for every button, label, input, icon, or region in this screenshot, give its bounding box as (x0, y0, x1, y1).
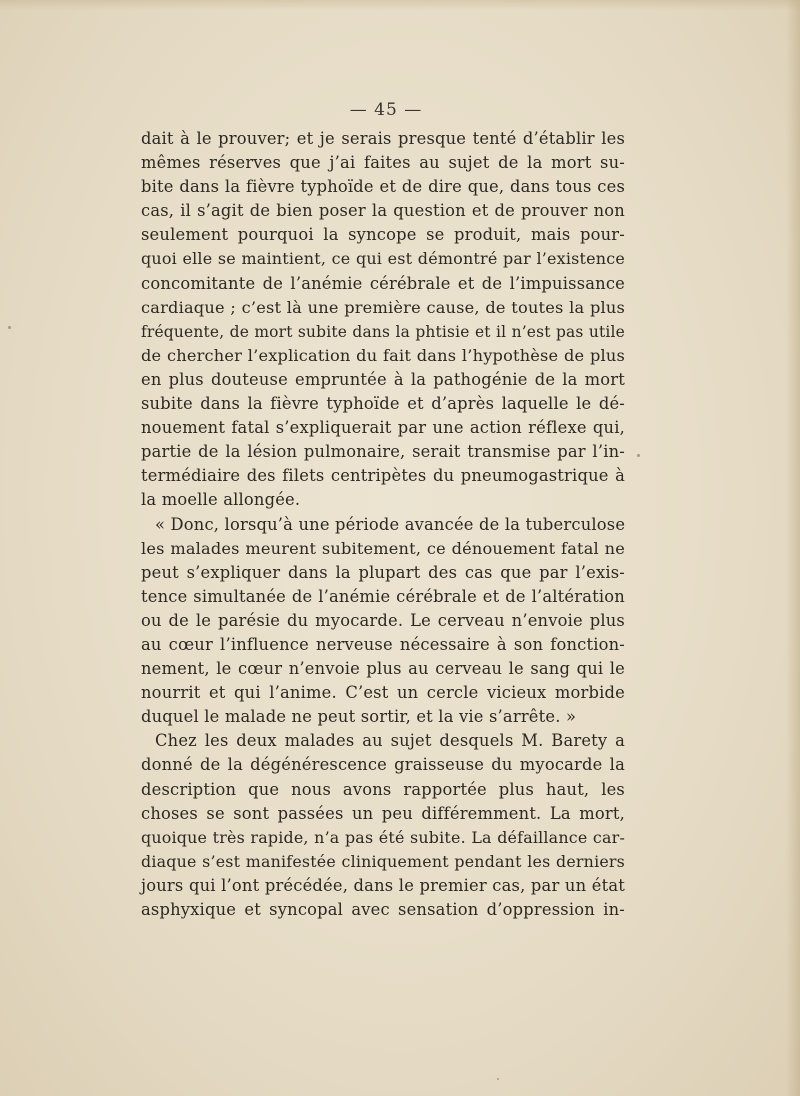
text-line: partie de la lésion pulmonaire, serait transmise par l’in- (141, 442, 625, 462)
text-line: choses se sont passées un peu différemment. La mort, (141, 803, 625, 823)
text-line: diaque s’est manifestée cliniquement pendant les derniers (141, 851, 625, 871)
text-line: la moelle allongée. (141, 490, 301, 510)
text-line: seulement pourquoi la syncope se produit, mais pour- (141, 225, 625, 245)
text-line: subite dans la fièvre typhoïde et d’après laquelle le dé- (141, 394, 625, 414)
text-line: les malades meurent subitement, ce dénouement fatal ne (141, 538, 625, 558)
text-line: peut s’expliquer dans la plupart des cas que par l’exis- (141, 562, 625, 582)
text-line: tence simultanée de l’anémie cérébrale et de l’altération (141, 586, 625, 606)
text-line: de chercher l’explication du fait dans l’hypothèse de plus (141, 345, 625, 365)
text-line: nement, le cœur n’envoie plus au cerveau le sang qui le (141, 659, 625, 679)
text-line: cas, il s’agit de bien poser la question et de prouver non (141, 201, 625, 221)
text-line: cardiaque ; c’est là une première cause, de toutes la plus (141, 297, 625, 317)
text-line: Chez les deux malades au sujet desquels M. Barety a (155, 731, 625, 751)
text-line: concomitante de l’anémie cérébrale et de l’impuissance (141, 273, 625, 293)
text-line: ou de le parésie du myocarde. Le cerveau n’envoie plus (141, 610, 625, 630)
text-line: donné de la dégénérescence graisseuse du myocarde la (141, 755, 625, 775)
text-line: duquel le malade ne peut sortir, et la vie s’arrête. » (141, 707, 577, 727)
paper-speck (8, 326, 11, 329)
text-line: « Donc, lorsqu’à une période avancée de la tuberculose (155, 514, 626, 534)
text-line: au cœur l’influence nerveuse nécessaire à son fonction- (141, 634, 625, 654)
text-line: nouement fatal s’expliquerait par une action réflexe qui, (141, 418, 625, 438)
text-line: fréquente, de mort subite dans la phtisie et il n’est pas utile (141, 322, 625, 341)
text-line: dait à le prouver; et je serais presque tenté d’établir les (141, 129, 625, 148)
text-line: mêmes réserves que j’ai faites au sujet de la mort su- (141, 153, 625, 173)
text-line: jours qui l’ont précédée, dans le premier cas, par un état (141, 875, 625, 895)
paper-speck (497, 1078, 499, 1080)
text-line: termédiaire des filets centripètes du pneumogastrique à (141, 466, 625, 486)
text-line: en plus douteuse empruntée à la pathogénie de la mort (141, 369, 625, 389)
page-right-edge-shadow (786, 0, 800, 1096)
page-top-edge-shadow (0, 0, 800, 10)
text-line: description que nous avons rapportée plus haut, les (141, 779, 625, 799)
paper-speck (637, 454, 640, 457)
text-line: quoique très rapide, n’a pas été subite. La défaillance car- (141, 827, 625, 847)
page-number: — 45 — (349, 100, 423, 120)
text-line: asphyxique et syncopal avec sensation d’oppression in- (141, 900, 625, 919)
body-text (141, 127, 625, 922)
text-line: nourrit et qui l’anime. C’est un cercle vicieux morbide (141, 683, 625, 703)
text-line: quoi elle se maintient, ce qui est démontré par l’existence (141, 249, 625, 269)
text-line: bite dans la fièvre typhoïde et de dire que, dans tous ces (141, 177, 625, 197)
